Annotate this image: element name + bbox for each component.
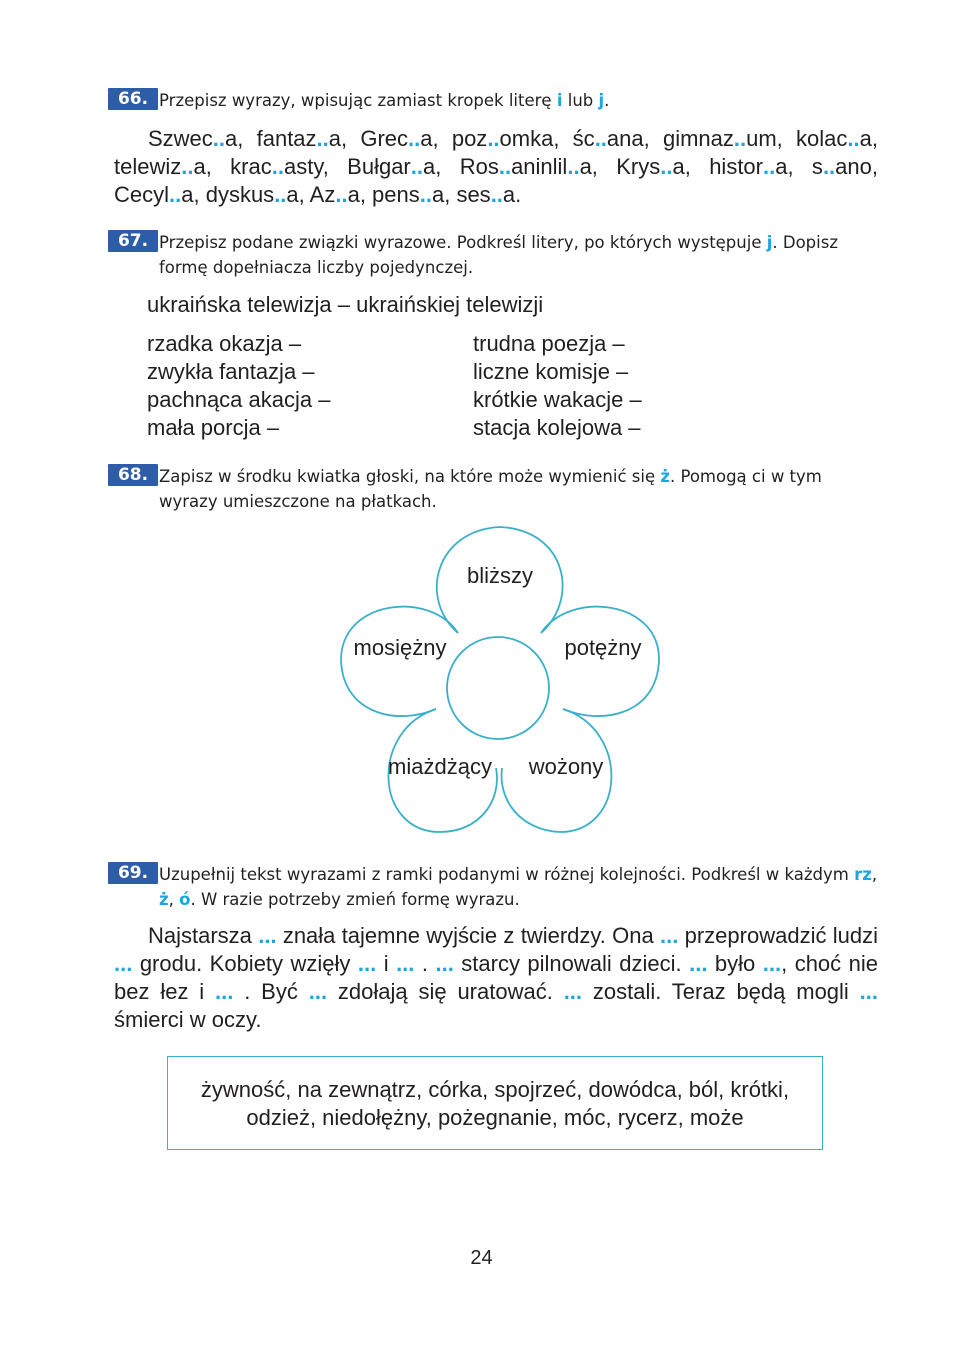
blank-dots: ... — [396, 951, 415, 976]
exercise-number-badge: 69. — [108, 862, 158, 884]
list-item: liczne komisje – — [473, 359, 629, 384]
blank-dots: ... — [357, 951, 377, 976]
exercise-69-text — [114, 922, 878, 1034]
exercise-instruction: Uzupełnij tekst wyrazami z ramki podanymi w różnej kolejności. Podkreśl w każdym rz, ż, ó. W razie potrzeby zmień formę wyrazu. — [159, 865, 878, 909]
blank-dots: ... — [258, 923, 277, 948]
page-number: 24 — [470, 1247, 493, 1269]
blank-dots: ... — [215, 979, 234, 1004]
blank-dots: .. — [316, 126, 329, 151]
blank-dots: ... — [114, 951, 133, 976]
exercise-instruction: Zapisz w środku kwiatka głoski, na które może wymienić się ż. Pomogą ci w tym wyrazy umieszczone na płatkach. — [159, 467, 822, 511]
list-item: pachnąca akacja – — [147, 387, 331, 412]
blank-dots: ... — [762, 951, 782, 976]
text-segment: a, Krys — [579, 154, 661, 179]
phrase-list-right — [473, 330, 642, 442]
exercise-66 — [108, 88, 880, 113]
blank-dots: .. — [335, 182, 348, 207]
blank-dots: .. — [181, 154, 194, 179]
text-segment: aninlil — [511, 154, 568, 179]
blank-dots: .. — [408, 126, 421, 151]
petal-label: bliższy — [466, 563, 534, 588]
text-segment: i — [376, 951, 397, 976]
exercise-number-badge: 68. — [108, 464, 158, 486]
phrase-list-left — [147, 330, 330, 442]
petal-label: miażdżący — [388, 754, 492, 779]
blank-dots: ... — [859, 979, 879, 1004]
text-segment: śmierci w oczy. — [114, 1007, 262, 1032]
text-segment: . Być — [233, 979, 309, 1004]
text-segment: było — [707, 951, 763, 976]
text-segment: przeprowadzić ludzi — [678, 923, 878, 948]
text-segment: grodu. Kobiety wzięły — [132, 951, 358, 976]
exercise-number-badge: 66. — [108, 88, 158, 110]
blank-dots: .. — [733, 126, 747, 151]
word-box-line: odzież, niedołężny, pożegnanie, móc, rycerz, może — [246, 1105, 744, 1130]
blank-dots: ... — [660, 923, 679, 948]
text-segment: omka, śc — [499, 126, 595, 151]
text-segment: a, dyskus — [181, 182, 275, 207]
text-segment: a. — [502, 182, 522, 207]
word-box-line: żywność, na zewnątrz, córka, spojrzeć, dowódca, ból, krótki, — [200, 1077, 790, 1102]
exercise-68 — [108, 464, 880, 514]
text-segment: ana, gimnaz — [606, 126, 734, 151]
text-segment: zostali. Teraz będą mogli — [582, 979, 860, 1004]
text-segment: a, Ros — [423, 154, 499, 179]
list-item: zwykła fantazja – — [147, 359, 315, 384]
list-item: krótkie wakacje – — [473, 387, 642, 412]
text-segment: . — [414, 951, 436, 976]
list-item: trudna poezja – — [473, 331, 625, 356]
list-item: mała porcja – — [147, 415, 280, 440]
blank-dots: .. — [498, 154, 512, 179]
text-segment: a, Az — [286, 182, 336, 207]
text-segment: starcy pilnowali dzieci. — [453, 951, 690, 976]
text-segment: um, kolac — [746, 126, 848, 151]
exercise-69 — [108, 862, 880, 912]
blank-dots: .. — [660, 154, 673, 179]
text-segment: zdołają się uratować. — [327, 979, 564, 1004]
petal-label: potężny — [564, 635, 642, 660]
exercise-67 — [108, 230, 880, 280]
blank-dots: .. — [847, 126, 860, 151]
blank-dots: ... — [435, 951, 454, 976]
blank-dots: .. — [169, 182, 182, 207]
blank-dots: .. — [594, 126, 607, 151]
exercise-instruction: Przepisz podane związki wyrazowe. Podkreśl litery, po których występuje j. Dopisz formę dopełniacza liczby pojedynczej. — [159, 233, 838, 277]
text-segment: a, pens — [347, 182, 420, 207]
blank-dots: .. — [410, 154, 423, 179]
blank-dots: .. — [567, 154, 580, 179]
text-segment: a, histor — [672, 154, 763, 179]
text-segment: a, Grec — [328, 126, 409, 151]
blank-dots: .. — [763, 154, 776, 179]
petal-label: wożony — [528, 754, 604, 779]
blank-dots: .. — [274, 182, 287, 207]
exercise-instruction: Przepisz wyrazy, wpisując zamiast kropek literę i lub j. — [159, 91, 610, 110]
word-box — [167, 1056, 823, 1150]
text-segment: asty, Bułgar — [283, 154, 411, 179]
example-phrase: ukraińska telewizja – ukraińskiej telewizji — [147, 292, 544, 317]
blank-dots: ... — [689, 951, 708, 976]
blank-dots: ... — [308, 979, 328, 1004]
text-segment: , choć nie bez łez i — [114, 951, 878, 1004]
list-item: stacja kolejowa – — [473, 415, 641, 440]
blank-dots: .. — [419, 182, 432, 207]
exercise-number-badge: 67. — [108, 230, 158, 252]
text-segment: ano, Cecyl — [114, 154, 878, 207]
blank-dots: .. — [822, 154, 836, 179]
blank-dots: ... — [563, 979, 583, 1004]
blank-dots: .. — [212, 126, 226, 151]
text-segment: a, fantaz — [225, 126, 317, 151]
exercise-66-words — [114, 125, 878, 209]
text-segment: Najstarsza — [148, 923, 259, 948]
blank-dots: .. — [487, 126, 500, 151]
text-segment: a, ses — [431, 182, 491, 207]
text-segment: a, s — [775, 154, 823, 179]
blank-dots: .. — [271, 154, 284, 179]
text-segment: znała tajemne wyjście z twierdzy. Ona — [276, 923, 660, 948]
text-segment: a, telewiz — [114, 126, 878, 179]
list-item: rzadka okazja – — [147, 331, 302, 356]
blank-dots: .. — [490, 182, 503, 207]
text-segment: a, poz — [420, 126, 488, 151]
text-segment: a, krac — [193, 154, 272, 179]
text-segment: Szwec — [148, 126, 213, 151]
petal-label: mosiężny — [353, 635, 447, 660]
